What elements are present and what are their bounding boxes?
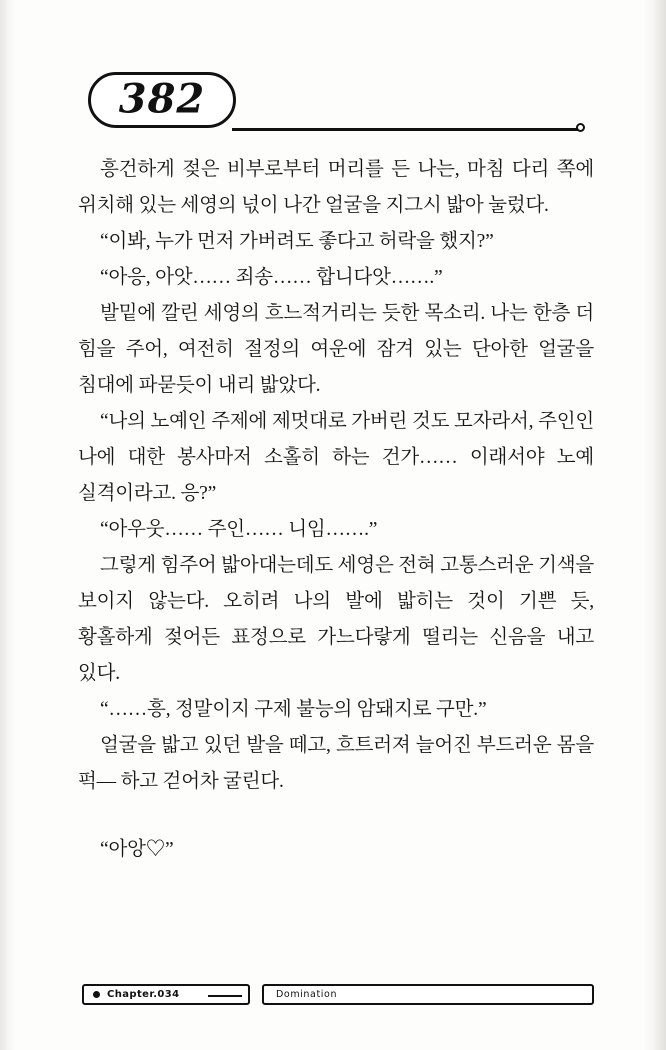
header-divider-line (232, 128, 580, 131)
footer-section-tag (262, 984, 594, 1005)
paragraph: 그렇게 힘주어 밟아대는데도 세영은 전혀 고통스러운 기색을 보이지 않는다. 오히려 나의 발에 밟히는 것이 기쁜 듯, 황홀하게 젖어든 표정으로 가느다랗게 떨리는 신음을 내고 있다. (78, 555, 594, 684)
paragraph: “나의 노예인 주제에 제멋대로 가버린 것도 모자라서, 주인인 나에 대한 봉사마저 소홀히 하는 건가…… 이래서야 노예 실격이라고. 응?” (78, 411, 594, 504)
paragraph: 발밑에 깔린 세영의 흐느적거리는 듯한 목소리. 나는 한층 더 힘을 주어, 여전히 절정의 여운에 잠겨 있는 단아한 얼굴을 침대에 파묻듯이 내리 밟았다. (78, 303, 594, 396)
footer-chapter-tag (82, 984, 250, 1005)
page-gutter-shadow-right (644, 0, 666, 1050)
paragraph: “……흥, 정말이지 구제 불능의 암돼지로 구만.” (100, 699, 487, 720)
bullet-dot-icon (93, 991, 100, 998)
paragraph: “아응, 아앗…… 죄송…… 합니다앗…….” (100, 267, 443, 288)
page-body-text (78, 152, 594, 868)
paragraph: 흥건하게 젖은 비부로부터 머리를 든 나는, 마침 다리 쪽에 위치해 있는 세영의 넋이 나간 얼굴을 지그시 밟아 눌렀다. (78, 159, 594, 216)
page-footer (82, 984, 594, 1006)
header-divider-dot-icon (576, 123, 585, 132)
footer-section-label: Domination (276, 989, 338, 1000)
paragraph: “아우웃…… 주인…… 니임…….” (100, 519, 378, 540)
page-number-badge (88, 72, 236, 128)
paragraph: 얼굴을 밟고 있던 발을 떼고, 흐트러져 늘어진 부드러운 몸을 퍽— 하고 걷어차 굴린다. (78, 735, 594, 792)
page-number: 382 (118, 75, 206, 123)
paragraph: “아앙♡” (100, 839, 174, 860)
page-gutter-shadow-left (0, 0, 16, 1050)
paragraph: “이봐, 누가 먼저 가버려도 좋다고 허락을 했지?” (100, 231, 494, 252)
footer-chapter-rule (208, 995, 242, 997)
footer-chapter-label: Chapter.034 (107, 989, 180, 1000)
